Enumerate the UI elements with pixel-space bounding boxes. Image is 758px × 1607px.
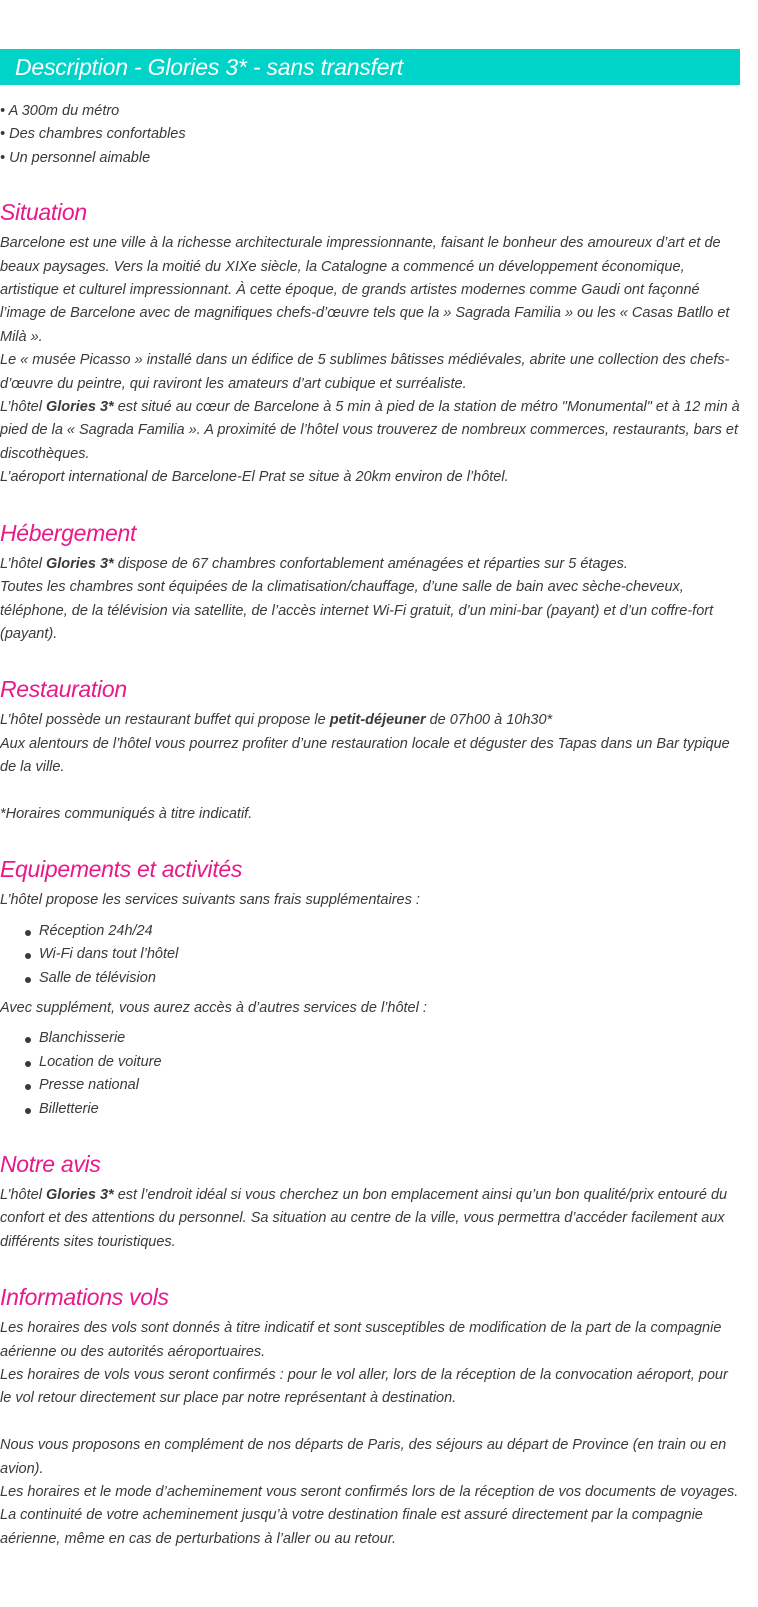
paid-services-list xyxy=(0,1027,741,1121)
paragraph: Avec supplément, vous aurez accès à d’autres services de l’hôtel : xyxy=(0,999,427,1016)
section-vols xyxy=(0,1277,741,1551)
section-heading: Hébergement xyxy=(0,519,137,546)
footnote: *Horaires communiqués à titre indicatif. xyxy=(0,805,253,822)
paragraph: Les horaires de vols vous seront confirmés : pour le vol aller, lors de la réception de la convocation aéroport, pour le vol retour directement sur place par notre représentant à destination. xyxy=(0,1367,728,1407)
paragraph: L’hôtel Glories 3* est l’endroit idéal si vous cherchez un bon emplacement ainsi qu’un bon qualité/prix entouré du confort et des attentions du personnel. Sa situation au centre de la ville, vous permettra d’accéder facilement aux différents sites touristiques. xyxy=(0,1186,728,1250)
section-avis xyxy=(0,1144,741,1254)
paragraph: Les horaires des vols sont donnés à titre indicatif et sont susceptibles de modification de la part de la compagnie aérienne ou des autorités aéroportuaires. xyxy=(0,1320,722,1360)
description-content xyxy=(0,100,741,1574)
list-item: Salle de télévision xyxy=(0,967,741,990)
section-situation xyxy=(0,192,741,489)
highlights-list xyxy=(0,100,741,170)
list-item: Location de voiture xyxy=(0,1051,741,1074)
section-heading: Situation xyxy=(0,199,87,226)
section-heading: Restauration xyxy=(0,676,127,703)
paragraph: Le « musée Picasso » installé dans un édifice de 5 sublimes bâtisses médiévales, abrite une collection des chefs-d’œuvre du peintre, qui raviront les amateurs d’art cubique et surréaliste. xyxy=(0,352,730,392)
paragraph: Nous vous proposons en complément de nos départs de Paris, des séjours au départ de Province (en train ou en avion). xyxy=(0,1437,727,1477)
section-heading: Notre avis xyxy=(0,1150,101,1177)
paragraph: L’hôtel possède un restaurant buffet qui propose le petit-déjeuner de 07h00 à 10h30* xyxy=(0,712,553,729)
paragraph: L’hôtel Glories 3* est situé au cœur de Barcelone à 5 min à pied de la station de métro "Monumental" et à 12 min à pied de la « Sagrada Familia ». A proximité de l’hôtel vous trouverez de nombreux commerces, restaurants, bars et discothèques. xyxy=(0,399,740,462)
list-item: Billetterie xyxy=(0,1098,741,1121)
paragraph: L’aéroport international de Barcelone-El Prat se situe à 20km environ de l’hôtel. xyxy=(0,469,509,486)
list-item: Blanchisserie xyxy=(0,1027,741,1050)
list-item: Réception 24h/24 xyxy=(0,920,741,943)
meal-name: petit-déjeuner xyxy=(329,712,426,729)
highlight-item: • A 300m du métro xyxy=(0,103,120,119)
hotel-name: Glories 3* xyxy=(45,399,114,416)
paragraph: La continuité de votre acheminement jusqu’à votre destination finale est assuré directement par la compagnie aérienne, même en cas de perturbations à l’aller ou au retour. xyxy=(0,1507,703,1547)
page-title: Description - Glories 3* - sans transfert xyxy=(15,54,404,80)
list-item: Wi-Fi dans tout l’hôtel xyxy=(0,943,741,966)
section-restauration xyxy=(0,669,741,826)
section-heading: Informations vols xyxy=(0,1284,169,1311)
hotel-name: Glories 3* xyxy=(45,555,114,572)
paragraph: L’hôtel Glories 3* dispose de 67 chambres confortablement aménagées et réparties sur 5 étages. xyxy=(0,555,628,572)
section-heading: Equipements et activités xyxy=(0,856,243,883)
highlight-item: • Un personnel aimable xyxy=(0,149,151,166)
section-equipements xyxy=(0,849,741,1121)
section-hebergement xyxy=(0,513,741,647)
paragraph: L’hôtel propose les services suivants sans frais supplémentaires : xyxy=(0,892,420,909)
highlight-item: • Des chambres confortables xyxy=(0,126,186,143)
hotel-name: Glories 3* xyxy=(45,1186,114,1203)
paragraph: Aux alentours de l’hôtel vous pourrez profiter d’une restauration locale et déguster des Tapas dans un Bar typique de la ville. xyxy=(0,735,730,776)
list-item: Presse national xyxy=(0,1074,741,1097)
free-services-list xyxy=(0,920,741,990)
paragraph: Toutes les chambres sont équipées de la climatisation/chauffage, d’une salle de bain avec sèche-cheveux, téléphone, de la télévision via satellite, de l’accès internet Wi-Fi gratuit, d’un mini-bar (payant) et d’un coffre-fort (payant). xyxy=(0,579,714,642)
title-banner xyxy=(0,49,740,85)
paragraph: Barcelone est une ville à la richesse architecturale impressionnante, faisant le bonheur des amoureux d’art et de beaux paysages. Vers la moitié du XIXe siècle, la Catalogne a commencé un développement économique, artistique et culturel impressionnant. À cette époque, de grands artistes modernes comme Gaudi ont façonné l’image de Barcelone avec de magnifiques chefs-d’œuvre tels que la » Sagrada Familia » ou les « Casas Batllo et Milà ». xyxy=(0,235,730,345)
paragraph: Les horaires et le mode d’acheminement vous seront confirmés lors de la réception de vos documents de voyages. xyxy=(0,1484,739,1501)
